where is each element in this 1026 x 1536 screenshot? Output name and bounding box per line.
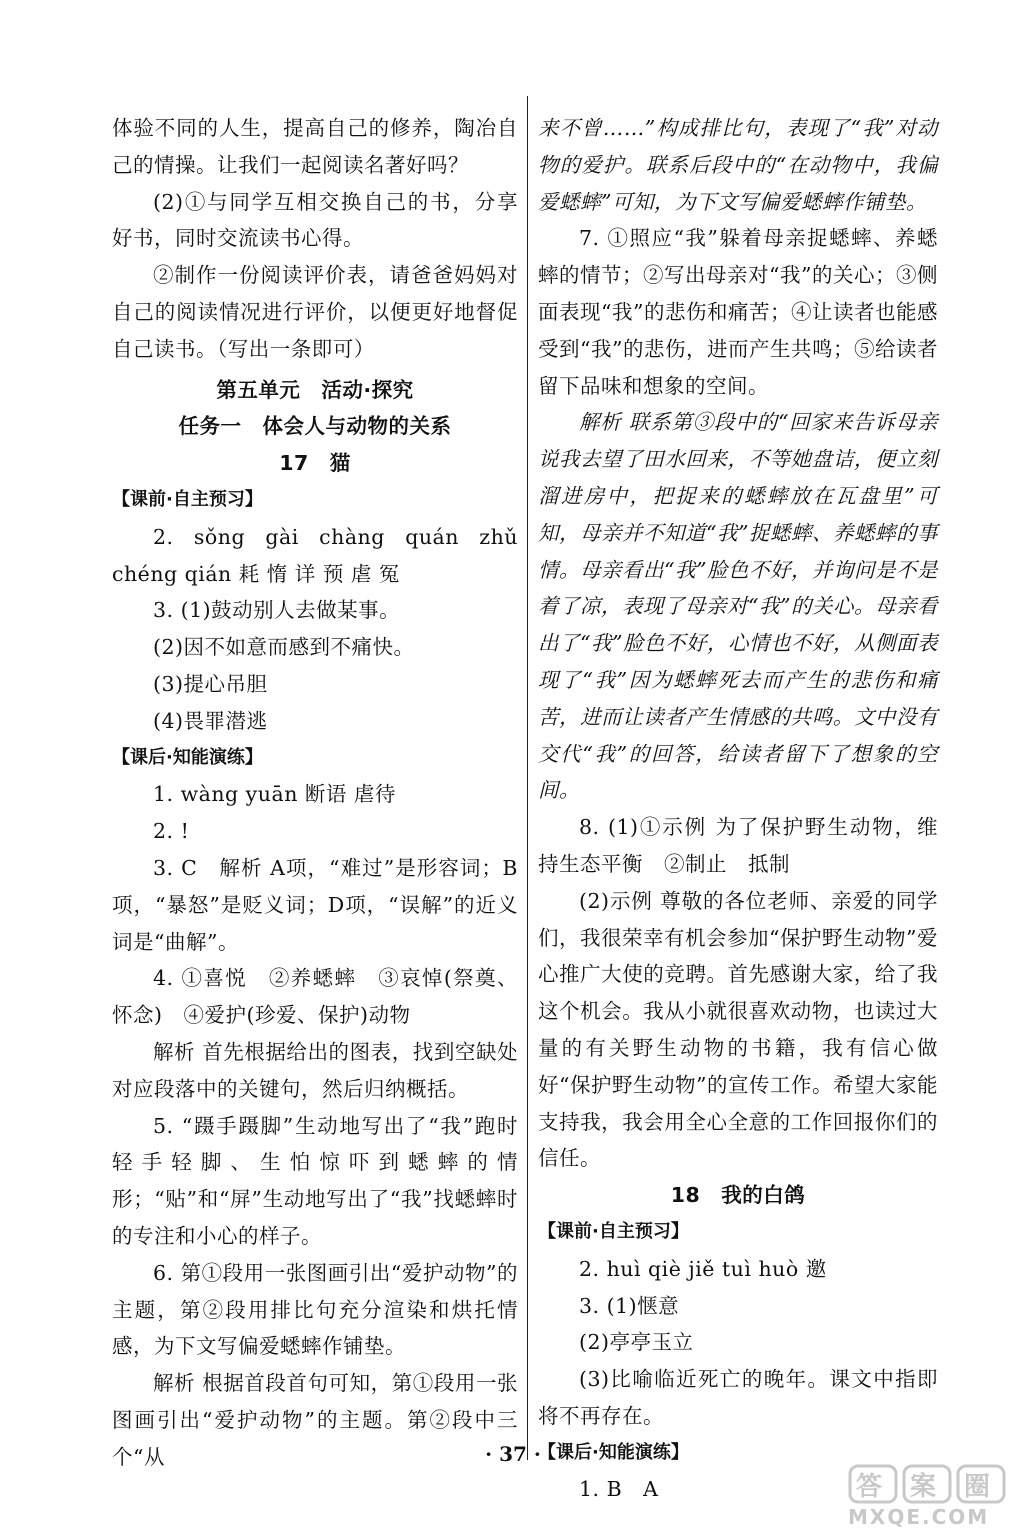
right-paragraph: 3. (1)惬意 bbox=[579, 1293, 680, 1318]
right-paragraph: 2. huì qiè jiě tuì huò 邀 bbox=[579, 1256, 827, 1281]
left-paragraph: 3. C 解析 A项，“难过”是形容词；B项，“暴怒”是贬义词；D项，“误解”的近义词是“曲解”。 bbox=[112, 855, 518, 954]
right-paragraph: 【课后·知能演练】 bbox=[538, 1441, 689, 1463]
svg-text:答: 答 bbox=[856, 1472, 883, 1502]
left-paragraph: 17 猫 bbox=[279, 451, 351, 476]
right-column bbox=[538, 110, 938, 1508]
right-paragraph: 【课前·自主预习】 bbox=[538, 1220, 689, 1242]
left-paragraph: 2. ! bbox=[153, 819, 190, 844]
left-paragraph: (2)因不如意而感到不痛快。 bbox=[153, 635, 415, 660]
right-paragraph: 18 我的白鸽 bbox=[670, 1183, 806, 1208]
left-paragraph: 【课后·知能演练】 bbox=[112, 746, 263, 768]
left-paragraph: 第五单元 活动·探究 bbox=[216, 377, 414, 402]
right-paragraph: (3)比喻临近死亡的晚年。课文中指即将不再存在。 bbox=[538, 1367, 938, 1428]
left-paragraph: 2. sǒng gài chàng quán zhǔ chéng qián 耗 惰 详 预 虐 冤 bbox=[112, 524, 518, 586]
left-paragraph: 解析 首先根据给出的图表，找到空缺处对应段落中的关键句，然后归纳概括。 bbox=[112, 1039, 518, 1101]
right-paragraph: 解析 联系第③段中的“回家来告诉母亲说我去望了田水回来，不等她盘诘，便立刻溜进房中，把捉来的蟋蟀放在瓦盘里”可知，母亲并不知道“我”捉蟋蟀、养蟋蟀的事情。母亲看出“我”脸色不好，并询问是不是着了凉，表现了母亲对“我”的关心。母亲看出了“我”脸色不好，心情也不好，从侧面表现了“我”因为蟋蟀死去而产生的悲伤和痛苦，进而让读者产生情感的共鸣。文中没有交代“我”的回答，给读者留下了想象的空间。 bbox=[538, 410, 938, 803]
right-paragraph: (2)示例 尊敬的各位老师、亲爱的同学们，我很荣幸有机会参加“保护野生动物”爱心推广大使的竞聘。首先感谢大家，给了我这个机会。我从小就很喜欢动物，也读过大量的有关野生动物的书籍，我有信心做好“保护野生动物”的宣传工作。希望大家能支持我，我会用全心全意的工作回报你们的信任。 bbox=[538, 888, 938, 1171]
left-paragraph: 任务一 体会人与动物的关系 bbox=[178, 414, 452, 439]
left-paragraph: (3)提心吊胆 bbox=[153, 671, 268, 696]
left-paragraph: 5. “蹑手蹑脚”生动地写出了“我”跑时轻手轻脚、生怕惊吓到蟋蟀的情形；“贴”和“屏”生动地写出了“我”找蟋蟀时的专注和小心的样子。 bbox=[112, 1113, 518, 1248]
left-paragraph: 4. ①喜悦 ②养蟋蟀 ③哀悼(祭奠、怀念) ④爱护(珍爱、保护)动物 bbox=[112, 966, 518, 1028]
left-paragraph: 3. (1)鼓动别人去做某事。 bbox=[153, 598, 401, 623]
left-paragraph: (2)①与同学互相交换自己的书，分享好书，同时交流读书心得。 bbox=[112, 189, 518, 251]
left-paragraph: 解析 根据首段首句可知，第①段用一张图画引出“爱护动物”的主题。第②段中三个“从 bbox=[112, 1371, 518, 1469]
left-paragraph: 6. 第①段用一张图画引出“爱护动物”的主题，第②段用排比句充分渲染和烘托情感，为下文写偏爱蟋蟀作铺垫。 bbox=[112, 1260, 518, 1359]
right-paragraph: 7. ①照应“我”躲着母亲捉蟋蟀、养蟋蟀的情节；②写出母亲对“我”的关心；③侧面表现“我”的悲伤和痛苦；④让读者也能感受到“我”的悲伤，进而产生共鸣；⑤给读者留下品味和想象的空间。 bbox=[538, 226, 938, 398]
left-paragraph: 1. wàng yuān 断语 虐待 bbox=[153, 782, 396, 807]
left-paragraph: ②制作一份阅读评价表，请爸爸妈妈对自己的阅读情况进行评价，以便更好地督促自己读书。（写出一条即可） bbox=[112, 263, 518, 361]
right-paragraph: (2)亭亭玉立 bbox=[579, 1330, 694, 1355]
left-paragraph: (4)畏罪潜逃 bbox=[153, 708, 268, 733]
svg-text:案: 案 bbox=[910, 1472, 937, 1502]
right-paragraph: 来不曾……”构成排比句，表现了“我”对动物的爱护。联系后段中的“在动物中，我偏爱蟋蟀”可知，为下文写偏爱蟋蟀作铺垫。 bbox=[538, 116, 938, 214]
left-paragraph: 【课前·自主预习】 bbox=[112, 488, 263, 510]
page-number: · 37 · bbox=[485, 1442, 541, 1466]
svg-text:MXQE.COM: MXQE.COM bbox=[848, 1505, 990, 1528]
watermark-logo bbox=[846, 1462, 1014, 1528]
left-paragraph: 体验不同的人生，提高自己的修养，陶冶自己的情操。让我们一起阅读名著好吗？ bbox=[112, 116, 518, 177]
svg-text:圈: 圈 bbox=[964, 1472, 991, 1502]
right-paragraph: 8. (1)①示例 为了保护野生动物，维持生态平衡 ②制止 抵制 bbox=[538, 815, 938, 876]
left-column bbox=[112, 110, 518, 1475]
right-paragraph: 1. B A bbox=[579, 1477, 659, 1502]
column-divider bbox=[527, 100, 528, 1460]
